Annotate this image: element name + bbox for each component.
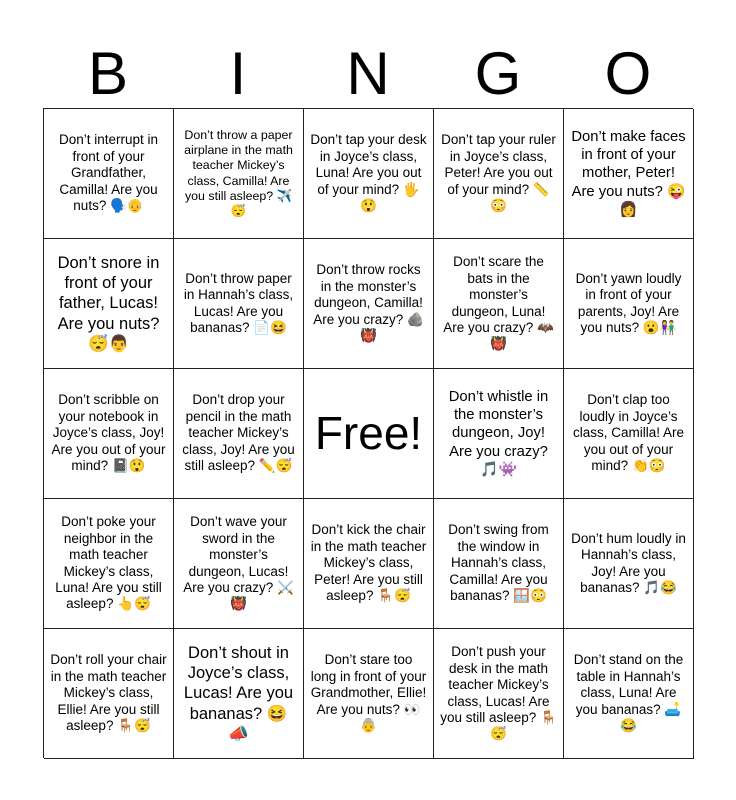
cell-text: Don’t stand on the table in Hannah’s class, Luna! Are you bananas? 🛋️😂 <box>573 652 684 734</box>
bingo-grid <box>43 108 693 758</box>
header-letter-n: N <box>346 40 390 107</box>
cell-text: Don’t throw paper in Hannah’s class, Lucas! Are you bananas? 📄😆 <box>183 270 294 335</box>
bingo-cell[interactable] <box>174 629 304 759</box>
cell-text: Don’t whistle in the monster’s dungeon, Joy! Are you crazy? 🎵👾 <box>448 389 549 478</box>
cell-text: Don’t make faces in front of your mother, Peter! Are you nuts? 😜👩 <box>571 129 686 218</box>
free-label: Free! <box>314 407 423 460</box>
cell-text: Don’t hum loudly in Hannah’s class, Joy! Are you bananas? 🎵😂 <box>571 530 686 595</box>
cell-text: Don’t wave your sword in the monster’s dungeon, Lucas! Are you crazy? ⚔️👹 <box>183 514 294 612</box>
bingo-cell[interactable] <box>44 499 174 629</box>
cell-text: Don’t scribble on your notebook in Joyce’s class, Joy! Are you out of your mind? 📓😲 <box>51 392 166 474</box>
cell-text: Don’t kick the chair in the math teacher Mickey’s class, Peter! Are you still asleep? 🪑😴 <box>310 522 427 604</box>
bingo-cell[interactable] <box>44 629 174 759</box>
header-letter-b: B <box>87 40 129 107</box>
cell-text: Don’t clap too loudly in Joyce’s class, Camilla! Are you out of your mind? 👏😳 <box>572 392 685 474</box>
cell-text: Don’t poke your neighbor in the math teacher Mickey’s class, Luna! Are you still asleep? 👆😴 <box>55 514 162 612</box>
cell-text: Don’t shout in Joyce’s class, Lucas! Are you bananas? 😆📣 <box>183 644 294 743</box>
bingo-cell[interactable] <box>44 239 174 369</box>
bingo-cell[interactable] <box>304 109 434 239</box>
bingo-cell[interactable] <box>174 109 304 239</box>
header-letter-o: O <box>604 40 652 107</box>
cell-text: Don’t drop your pencil in the math teacher Mickey’s class, Joy! Are you still asleep? ✏️😴 <box>182 392 295 474</box>
header-letter-i: I <box>229 40 247 107</box>
cell-text: Don’t interrupt in front of your Grandfather, Camilla! Are you nuts? 🗣️👴 <box>58 132 159 214</box>
cell-text: Don’t scare the bats in the monster’s dungeon, Luna! Are you crazy? 🦇👹 <box>443 254 554 352</box>
bingo-cell[interactable] <box>174 239 304 369</box>
bingo-cell[interactable] <box>434 239 564 369</box>
bingo-cell[interactable] <box>564 109 694 239</box>
free-space[interactable] <box>304 369 434 499</box>
bingo-cell[interactable] <box>564 239 694 369</box>
bingo-cell[interactable] <box>564 369 694 499</box>
bingo-cell[interactable] <box>564 629 694 759</box>
cell-text: Don’t roll your chair in the math teacher Mickey’s class, Ellie! Are you still asleep? 🪑😴 <box>50 652 167 734</box>
cell-text: Don’t swing from the window in Hannah’s class, Camilla! Are you bananas? 🪟😳 <box>448 522 549 604</box>
bingo-cell[interactable] <box>434 499 564 629</box>
bingo-cell[interactable] <box>304 499 434 629</box>
bingo-cell[interactable] <box>304 239 434 369</box>
bingo-cell[interactable] <box>434 629 564 759</box>
cell-text: Don’t throw a paper airplane in the math teacher Mickey’s class, Camilla! Are you still asleep? ✈️😴 <box>184 128 293 218</box>
bingo-cell[interactable] <box>174 369 304 499</box>
bingo-cell[interactable] <box>44 369 174 499</box>
bingo-header <box>43 40 693 108</box>
cell-text: Don’t tap your desk in Joyce’s class, Luna! Are you out of your mind? 🖐️😲 <box>310 132 427 214</box>
bingo-cell[interactable] <box>174 499 304 629</box>
bingo-cell[interactable] <box>434 369 564 499</box>
cell-text: Don’t snore in front of your father, Lucas! Are you nuts? 😴👨 <box>57 254 160 353</box>
cell-text: Don’t stare too long in front of your Grandmother, Ellie! Are you nuts? 👀👵 <box>310 652 427 734</box>
cell-text: Don’t tap your ruler in Joyce’s class, Peter! Are you out of your mind? 📏😳 <box>441 132 556 214</box>
bingo-cell[interactable] <box>434 109 564 239</box>
bingo-cell[interactable] <box>304 629 434 759</box>
bingo-cell[interactable] <box>564 499 694 629</box>
cell-text: Don’t yawn loudly in front of your parents, Joy! Are you nuts? 😮👫 <box>575 270 682 335</box>
cell-text: Don’t push your desk in the math teacher Mickey’s class, Lucas! Are you still asleep? 🪑😴 <box>440 644 557 742</box>
bingo-cell[interactable] <box>44 109 174 239</box>
cell-text: Don’t throw rocks in the monster’s dungeon, Camilla! Are you crazy? 🪨👹 <box>313 262 424 344</box>
header-letter-g: G <box>474 40 522 107</box>
